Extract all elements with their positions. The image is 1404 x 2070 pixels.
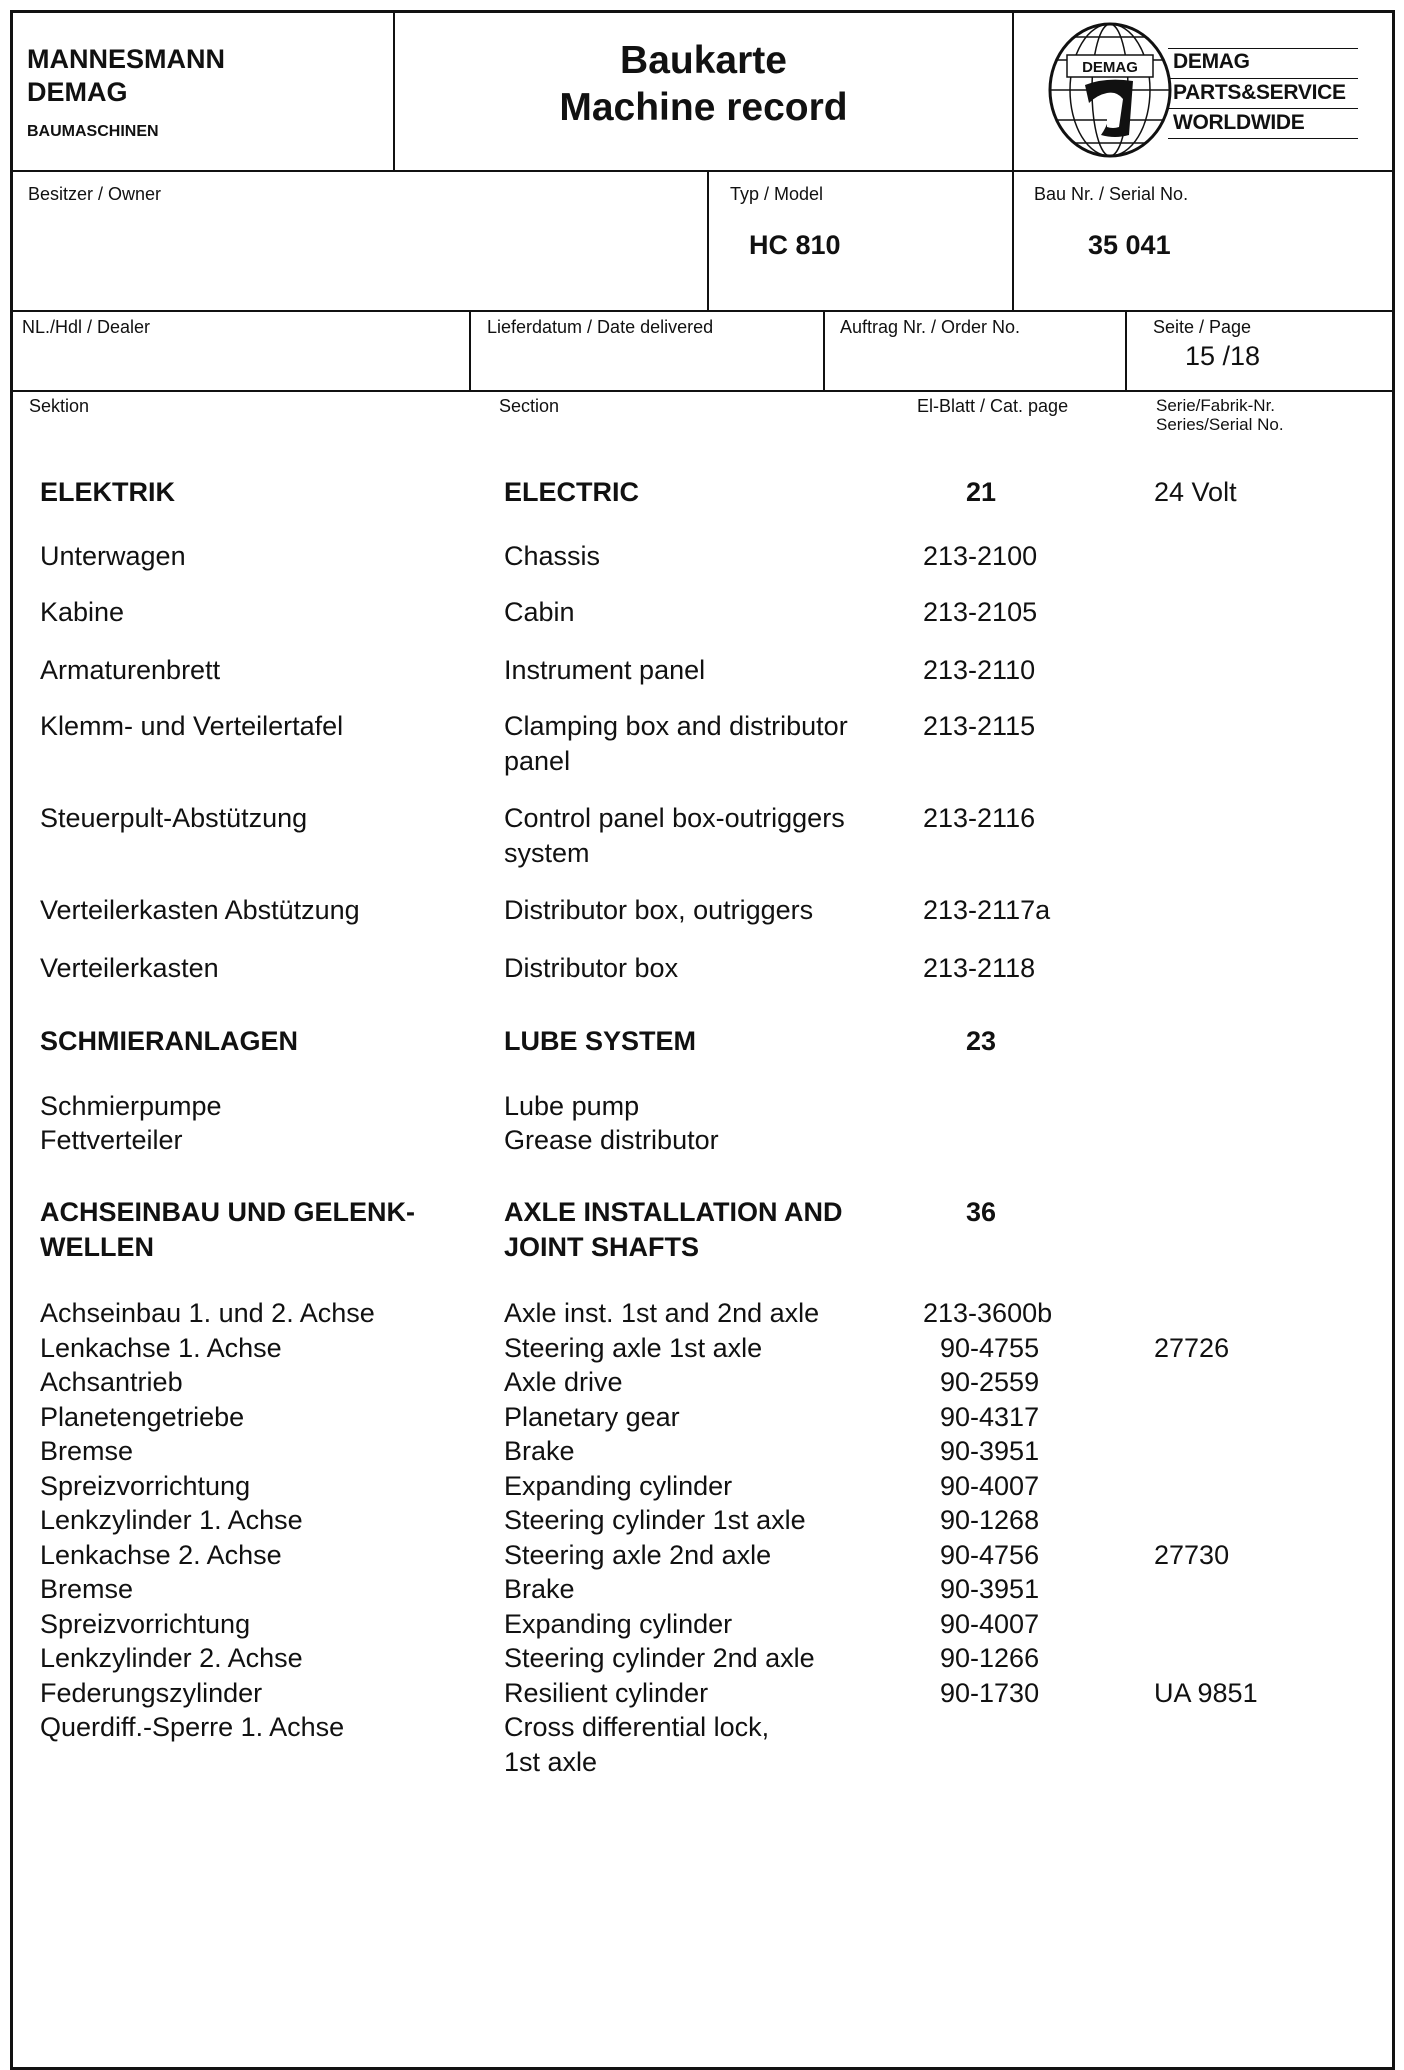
- row-sektion: Klemm- und Verteilertafel: [40, 711, 344, 741]
- row-sektion: Fettverteiler: [40, 1125, 183, 1155]
- row-sektion: Lenkzylinder 1. Achse: [40, 1505, 303, 1535]
- col-header-cat-page: El-Blatt / Cat. page: [917, 396, 1069, 416]
- rule-info-v2: [1012, 170, 1014, 310]
- rule-dealer-v1: [469, 310, 471, 390]
- row-cat-page: 90-4755: [940, 1333, 1040, 1363]
- row-sektion-cont: WELLEN: [40, 1232, 154, 1262]
- demag-globe-logo: [1045, 15, 1175, 165]
- row-cat-page: 90-4007: [940, 1609, 1040, 1639]
- row-section: Distributor box: [504, 953, 679, 983]
- row-section: Cross differential lock,: [504, 1712, 770, 1742]
- document-title-en: Machine record: [559, 86, 848, 129]
- row-sektion: Spreizvorrichtung: [40, 1471, 251, 1501]
- row-sektion: Lenkzylinder 2. Achse: [40, 1643, 303, 1673]
- row-section: Distributor box, outriggers: [504, 895, 814, 925]
- row-sektion: Verteilerkasten: [40, 953, 219, 983]
- row-cat-page: 90-1266: [940, 1643, 1040, 1673]
- row-section: Instrument panel: [504, 655, 706, 685]
- row-sektion: Steuerpult-Abstützung: [40, 803, 308, 833]
- row-sektion: Querdiff.-Sperre 1. Achse: [40, 1712, 345, 1742]
- logo-rule-bottom: [1168, 138, 1358, 139]
- rule-info-v1: [707, 170, 709, 310]
- row-serial-no: 27726: [1154, 1333, 1230, 1363]
- document-title-de: Baukarte: [620, 39, 787, 82]
- col-header-serial-de: Serie/Fabrik-Nr.: [1156, 396, 1276, 415]
- row-section-cont: 1st axle: [504, 1747, 598, 1777]
- row-section: Axle inst. 1st and 2nd axle: [504, 1298, 820, 1328]
- row-sektion: ELEKTRIK: [40, 477, 175, 507]
- row-cat-page: 21: [965, 477, 997, 507]
- row-section: Chassis: [504, 541, 601, 571]
- logo-text-worldwide: WORLDWIDE: [1173, 111, 1305, 134]
- row-sektion: Lenkachse 1. Achse: [40, 1333, 282, 1363]
- col-header-section: Section: [499, 396, 560, 416]
- row-section: Planetary gear: [504, 1402, 680, 1432]
- row-section: Steering cylinder 2nd axle: [504, 1643, 815, 1673]
- logo-text-parts-service: PARTS&SERVICE: [1173, 81, 1346, 104]
- row-section: Clamping box and distributor: [504, 711, 848, 741]
- dealer-label: NL./Hdl / Dealer: [22, 317, 151, 337]
- row-serial-no: 27730: [1154, 1540, 1230, 1570]
- row-cat-page: 213-2105: [923, 597, 1038, 627]
- row-cat-page: 36: [965, 1197, 997, 1227]
- row-cat-page: 90-3951: [940, 1574, 1040, 1604]
- row-section-cont: system: [504, 838, 590, 868]
- row-cat-page: 213-2100: [923, 541, 1038, 571]
- row-serial-no: 24 Volt: [1154, 477, 1237, 507]
- row-section-cont: panel: [504, 746, 571, 776]
- company-division: BAUMASCHINEN: [27, 123, 159, 140]
- row-cat-page: 213-3600b: [923, 1298, 1053, 1328]
- row-cat-page: 213-2117a: [923, 895, 1051, 925]
- row-sektion: Verteilerkasten Abstützung: [40, 895, 360, 925]
- row-sektion: Armaturenbrett: [40, 655, 221, 685]
- row-sektion: Unterwagen: [40, 541, 186, 571]
- serial-value: 35 041: [1088, 230, 1171, 260]
- rule-owner-bottom: [10, 310, 1395, 312]
- owner-label: Besitzer / Owner: [28, 184, 162, 204]
- row-sektion: Bremse: [40, 1574, 134, 1604]
- order-no-label: Auftrag Nr. / Order No.: [840, 317, 1021, 337]
- row-sektion: Kabine: [40, 597, 125, 627]
- row-section: ELECTRIC: [504, 477, 639, 507]
- rule-dealer-bottom: [10, 390, 1395, 392]
- rule-dealer-v3: [1125, 310, 1127, 390]
- logo-rule-top: [1168, 48, 1358, 49]
- company-name-line2: DEMAG: [27, 77, 128, 107]
- row-section: Resilient cylinder: [504, 1678, 709, 1708]
- row-serial-no: UA 9851: [1154, 1678, 1258, 1708]
- row-section: Lube pump: [504, 1091, 640, 1121]
- serial-label: Bau Nr. / Serial No.: [1034, 184, 1189, 204]
- logo-badge-text: DEMAG: [1082, 59, 1138, 76]
- row-section: AXLE INSTALLATION AND: [504, 1197, 843, 1227]
- row-sektion: Federungszylinder: [40, 1678, 263, 1708]
- page-number: 15 /18: [1185, 341, 1261, 371]
- row-section: Steering cylinder 1st axle: [504, 1505, 806, 1535]
- row-cat-page: 213-2115: [923, 711, 1036, 741]
- row-section: Steering axle 2nd axle: [504, 1540, 772, 1570]
- model-label: Typ / Model: [730, 184, 824, 204]
- row-section: Steering axle 1st axle: [504, 1333, 763, 1363]
- row-section: Cabin: [504, 597, 575, 627]
- company-name-line1: MANNESMANN: [27, 44, 225, 74]
- row-cat-page: 90-2559: [940, 1367, 1040, 1397]
- row-cat-page: 90-4756: [940, 1540, 1040, 1570]
- row-section: Expanding cylinder: [504, 1471, 733, 1501]
- logo-rule-2: [1168, 78, 1358, 79]
- row-section: Grease distributor: [504, 1125, 719, 1155]
- row-sektion: Schmierpumpe: [40, 1091, 222, 1121]
- logo-rule-3: [1168, 108, 1358, 109]
- row-cat-page: 90-1268: [940, 1505, 1040, 1535]
- row-sektion: Bremse: [40, 1436, 134, 1466]
- row-section: Control panel box-outriggers: [504, 803, 845, 833]
- row-sektion: Lenkachse 2. Achse: [40, 1540, 282, 1570]
- row-sektion: Achseinbau 1. und 2. Achse: [40, 1298, 375, 1328]
- row-section: LUBE SYSTEM: [504, 1026, 697, 1056]
- row-cat-page: 23: [965, 1026, 997, 1056]
- row-cat-page: 213-2110: [923, 655, 1036, 685]
- row-sektion: Planetengetriebe: [40, 1402, 245, 1432]
- col-header-sektion: Sektion: [29, 396, 90, 416]
- row-sektion: SCHMIERANLAGEN: [40, 1026, 299, 1056]
- row-cat-page: 90-4317: [940, 1402, 1040, 1432]
- row-cat-page: 90-1730: [940, 1678, 1040, 1708]
- row-sektion: ACHSEINBAU UND GELENK-: [40, 1197, 416, 1227]
- col-header-serial-en: Series/Serial No.: [1156, 415, 1284, 434]
- model-value: HC 810: [749, 230, 841, 260]
- row-section-cont: JOINT SHAFTS: [504, 1232, 700, 1262]
- row-cat-page: 90-3951: [940, 1436, 1040, 1466]
- row-section: Brake: [504, 1436, 575, 1466]
- row-sektion: Achsantrieb: [40, 1367, 183, 1397]
- row-sektion: Spreizvorrichtung: [40, 1609, 251, 1639]
- page-label: Seite / Page: [1153, 317, 1252, 337]
- rule-dealer-v2: [823, 310, 825, 390]
- rule-header-v2: [1012, 10, 1014, 170]
- row-section: Brake: [504, 1574, 575, 1604]
- rule-header-bottom: [10, 170, 1395, 172]
- date-delivered-label: Lieferdatum / Date delivered: [487, 317, 714, 337]
- row-cat-page: 90-4007: [940, 1471, 1040, 1501]
- row-section: Axle drive: [504, 1367, 623, 1397]
- row-cat-page: 213-2118: [923, 953, 1036, 983]
- row-section: Expanding cylinder: [504, 1609, 733, 1639]
- logo-text-demag: DEMAG: [1173, 50, 1250, 73]
- row-cat-page: 213-2116: [923, 803, 1036, 833]
